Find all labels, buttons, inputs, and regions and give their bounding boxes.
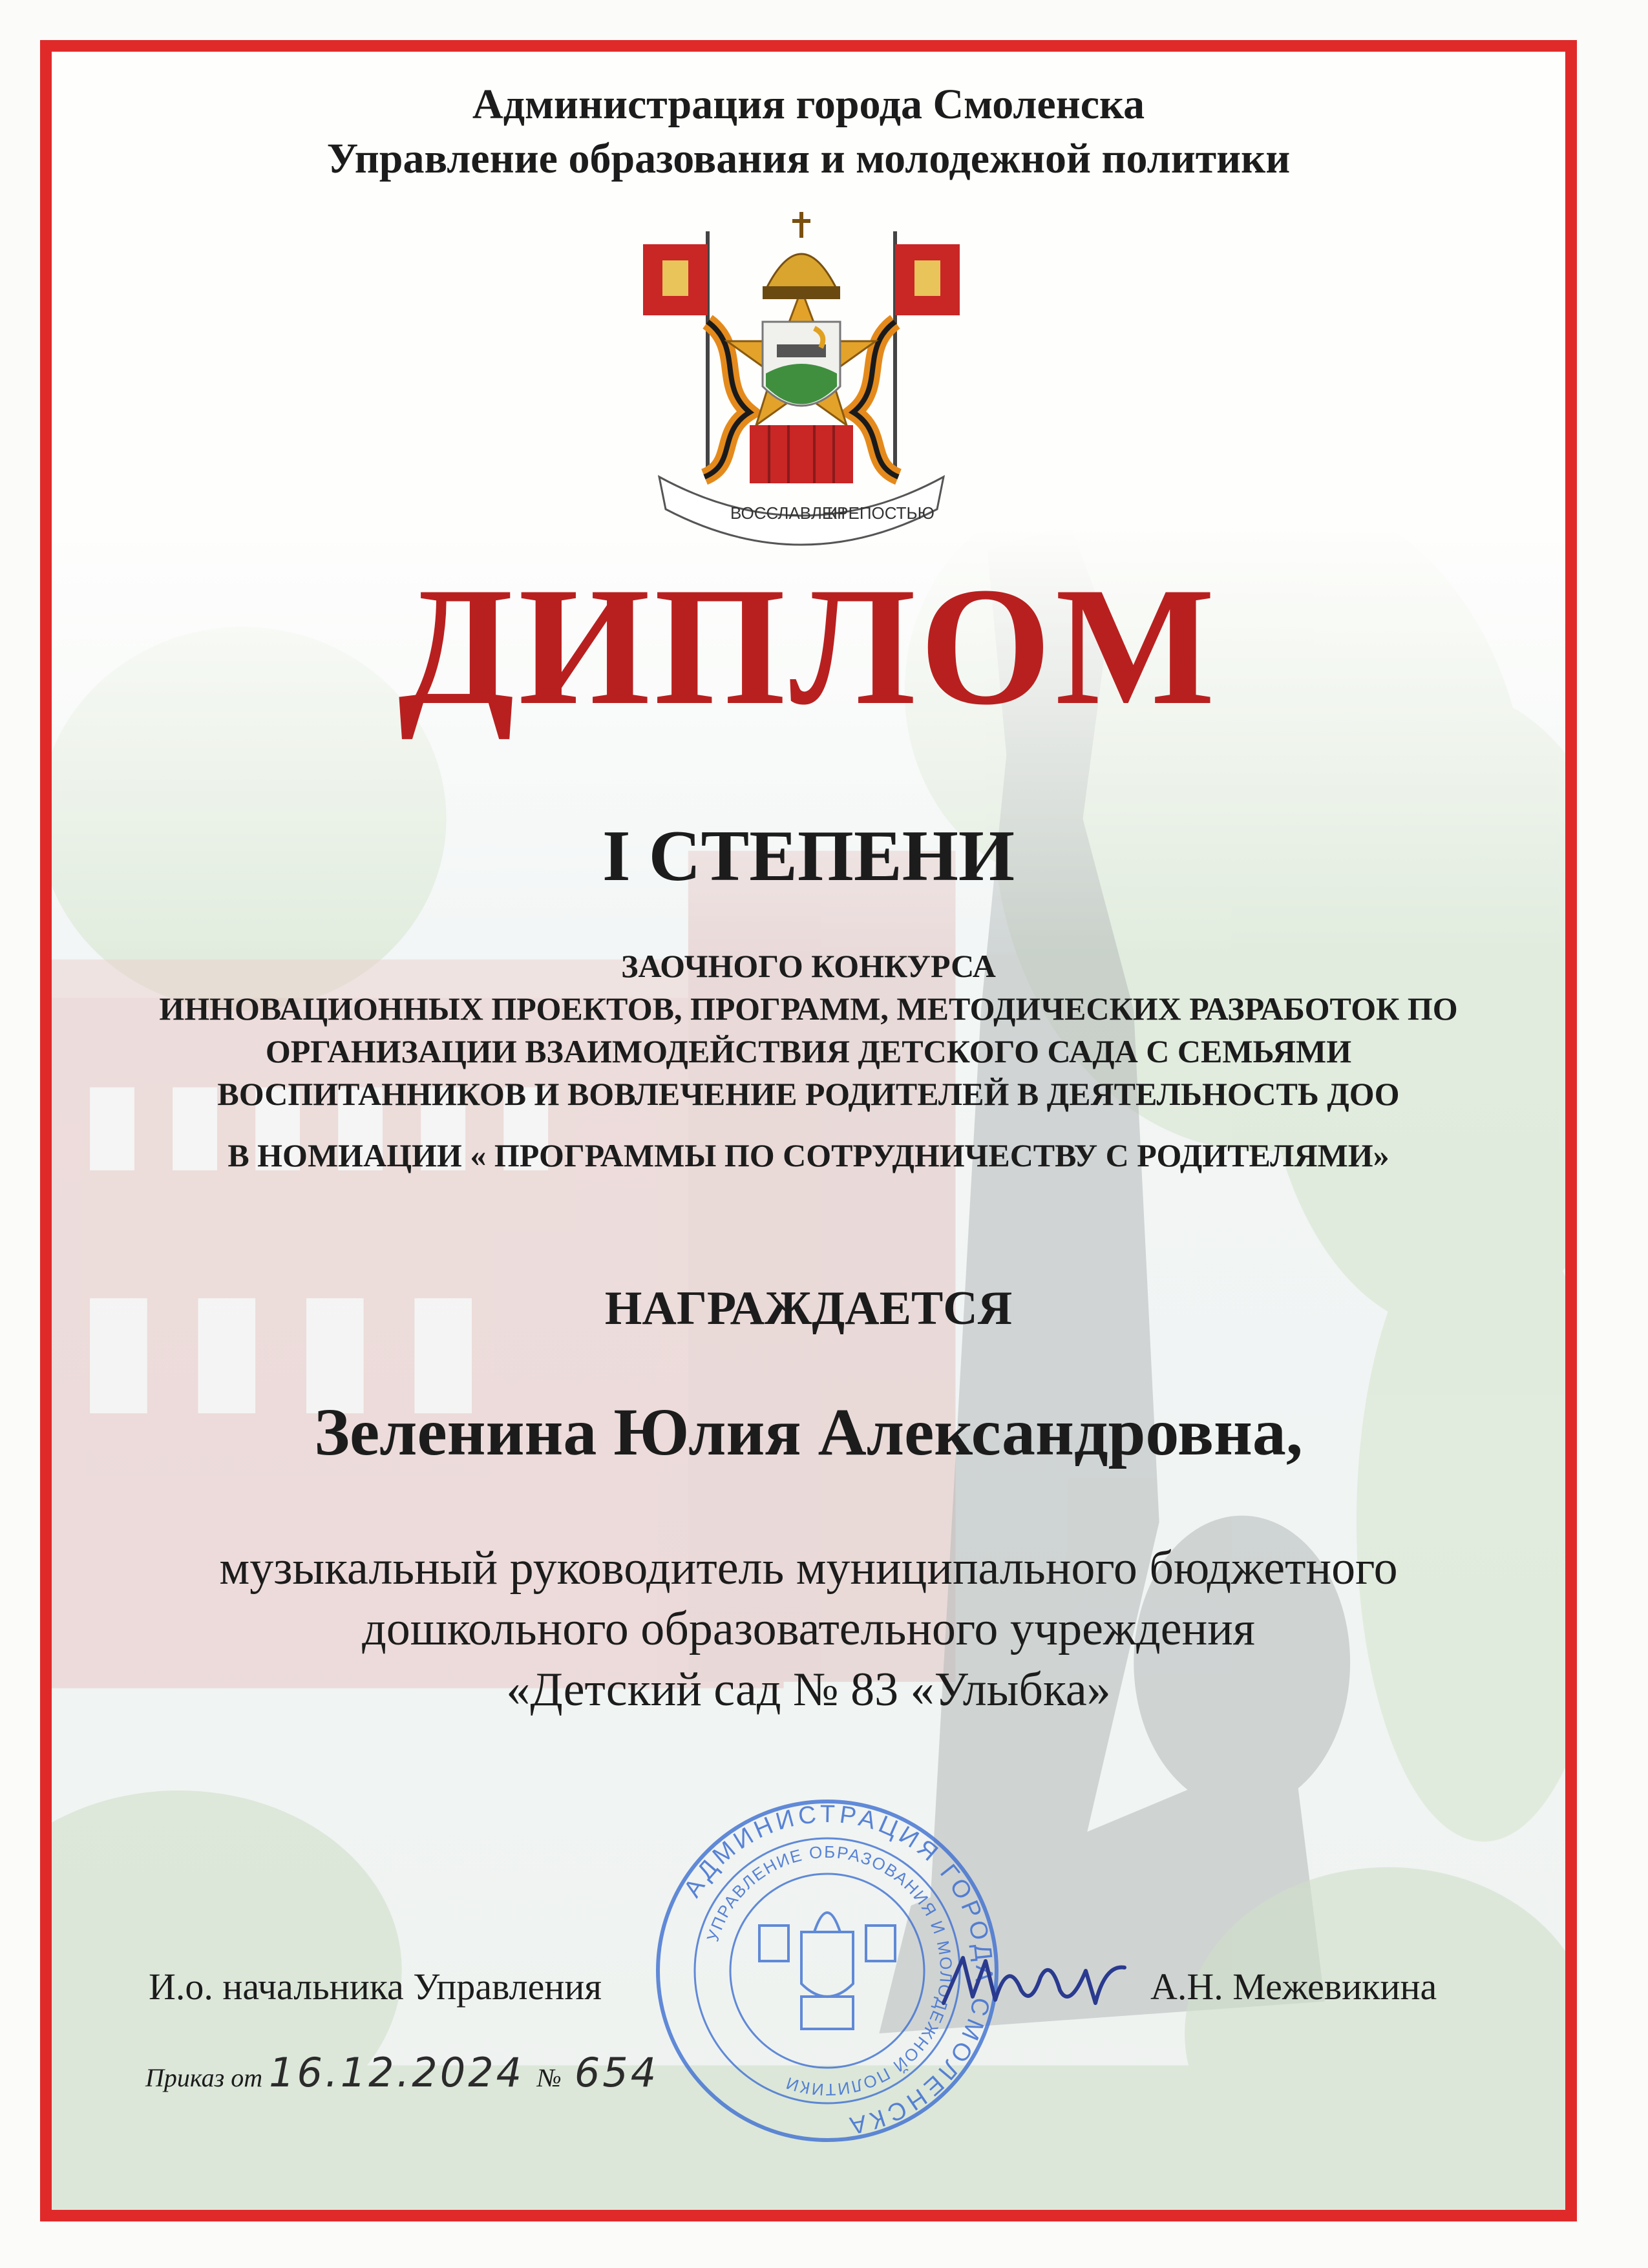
- nomination: В НОМИАЦИИ « ПРОГРАММЫ ПО СОТРУДНИЧЕСТВУ С РОДИТЕЛЯМИ»: [227, 1137, 1389, 1173]
- header-department: Управление образования и молодежной политики: [326, 135, 1291, 182]
- handwritten-signature-icon: [937, 1945, 1131, 2016]
- diploma-frame: [40, 40, 1577, 2221]
- crest-ribbon-left-text: ВОССЛАВЛЕН: [730, 503, 846, 523]
- position-line: дошкольного образовательного учреждения: [362, 1602, 1255, 1655]
- seal-inner-text: УПРАВЛЕНИЕ ОБРАЗОВАНИЯ И МОЛОДЕЖНОЙ ПОЛИТИКИ: [703, 1842, 956, 2100]
- order-number: 654: [574, 2049, 659, 2096]
- order-reference: [145, 2049, 659, 2097]
- contest-line: ЗАОЧНОГО КОНКУРСА: [621, 948, 996, 984]
- contest-line: ИННОВАЦИОННЫХ ПРОЕКТОВ, ПРОГРАММ, МЕТОДИЧЕСКИХ РАЗРАБОТОК ПО: [159, 991, 1458, 1027]
- awarded-heading: НАГРАЖДАЕТСЯ: [604, 1282, 1013, 1335]
- position-line: музыкальный руководитель муниципального бюджетного: [219, 1542, 1398, 1595]
- seal-outer-text: АДМИНИСТРАЦИЯ ГОРОДА СМОЛЕНСКА: [679, 1800, 998, 2140]
- diploma-title: ДИПЛОМ: [397, 552, 1220, 740]
- diploma-degree: I СТЕПЕНИ: [602, 816, 1015, 896]
- signatory-role: И.о. начальника Управления: [149, 1966, 602, 2008]
- order-number-label: №: [537, 2063, 562, 2092]
- recipient-name: Зеленина Юлия Александровна,: [314, 1395, 1303, 1469]
- svg-text:УПРАВЛЕНИЕ ОБРАЗОВАНИЯ И МОЛОД: [703, 1842, 956, 2099]
- crest-ribbon-right-text: КРЕПОСТЬЮ: [827, 503, 935, 523]
- position-line: «Детский сад № 83 «Улыбка»: [506, 1663, 1111, 1716]
- order-label: Приказ от: [145, 2063, 263, 2092]
- signatory-name: А.Н. Межевикина: [1150, 1966, 1437, 2008]
- contest-line: ВОСПИТАННИКОВ И ВОВЛЕЧЕНИЕ РОДИТЕЛЕЙ В ДЕЯТЕЛЬНОСТЬ ДОО: [217, 1076, 1400, 1112]
- contest-line: ОРГАНИЗАЦИИ ВЗАИМОДЕЙСТВИЯ ДЕТСКОГО САДА С СЕМЬЯМИ: [265, 1033, 1352, 1069]
- header-administration: Администрация города Смоленска: [472, 81, 1145, 128]
- contest-description: [52, 945, 1565, 1115]
- smolensk-coat-of-arms-icon: [633, 193, 969, 554]
- order-date: 16.12.2024: [269, 2049, 525, 2096]
- recipient-position: [52, 1538, 1565, 1720]
